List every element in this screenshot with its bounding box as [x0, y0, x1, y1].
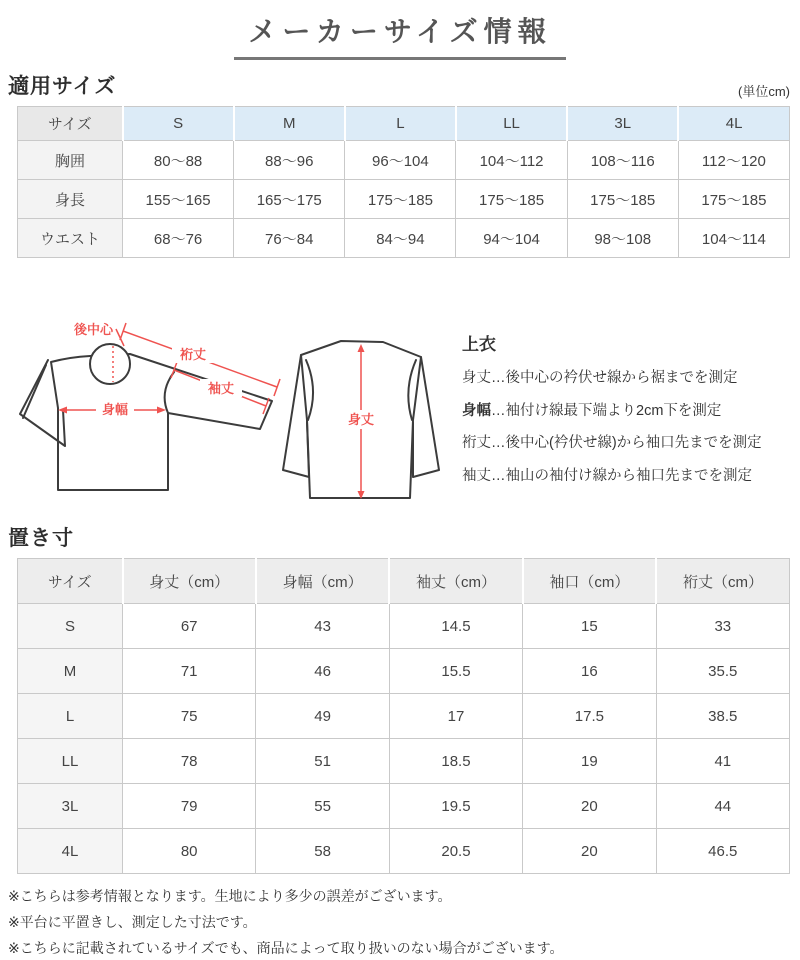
- table-cell: 19: [523, 739, 656, 784]
- table-cell: 43: [256, 604, 389, 649]
- table-cell: 15.5: [389, 649, 522, 694]
- measurement-legend: [462, 302, 792, 512]
- page-title: メーカーサイズ情報: [234, 10, 565, 60]
- table-cell: 68〜76: [123, 219, 234, 258]
- row-label: 身長: [18, 180, 123, 219]
- note-line: ※こちらは参考情報となります。生地により多少の誤差がございます。: [8, 888, 452, 904]
- legend-heading: 上衣: [462, 335, 496, 354]
- row-label: M: [18, 649, 123, 694]
- table-cell: 175〜185: [678, 180, 789, 219]
- size-column-header: 4L: [678, 107, 789, 141]
- yuki-length-label: 裄丈: [179, 347, 207, 362]
- table-cell: 35.5: [656, 649, 789, 694]
- table-cell: 38.5: [656, 694, 789, 739]
- table-cell: 67: [123, 604, 256, 649]
- row-label: LL: [18, 739, 123, 784]
- body-length-label: 身丈: [347, 412, 375, 427]
- back-center-label: 後中心: [74, 322, 114, 337]
- row-label: 3L: [18, 784, 123, 829]
- table-cell: 175〜185: [567, 180, 678, 219]
- size-column-header: LL: [456, 107, 567, 141]
- table-cell: 33: [656, 604, 789, 649]
- table-cell: 20: [523, 829, 656, 874]
- table-cell: 80〜88: [123, 141, 234, 180]
- column-header: 袖口（cm）: [523, 559, 656, 604]
- legend-term: 身幅: [462, 402, 491, 419]
- column-header: 裄丈（cm）: [656, 559, 789, 604]
- legend-desc: …後中心の衿伏せ線から裾までを測定: [491, 370, 738, 386]
- note-line: ※平台に平置きし、測定した寸法です。: [8, 914, 257, 930]
- size-column-header: M: [234, 107, 345, 141]
- section-flat-measurements: [0, 522, 800, 874]
- table-row-size-ll: [18, 739, 790, 784]
- footnotes: [8, 886, 792, 959]
- legend-line-mihaba: [462, 402, 792, 422]
- table-cell: 19.5: [389, 784, 522, 829]
- table-row-size-l: [18, 694, 790, 739]
- page-title-wrap: [0, 0, 800, 60]
- table-cell: 41: [656, 739, 789, 784]
- table-cell: 155〜165: [123, 180, 234, 219]
- row-label: ウエスト: [18, 219, 123, 258]
- legend-desc: …袖山の袖付け線から袖口先までを測定: [491, 467, 752, 484]
- table-cell: 108〜116: [567, 141, 678, 180]
- table-cell: 112〜120: [678, 141, 789, 180]
- applicable-size-table: [17, 106, 790, 258]
- table-cell: 17.5: [523, 694, 656, 739]
- table-cell: 14.5: [389, 604, 522, 649]
- table-cell: 51: [256, 739, 389, 784]
- table-cell: 55: [256, 784, 389, 829]
- table-cell: 104〜112: [456, 141, 567, 180]
- table-row-size-m: [18, 649, 790, 694]
- table-cell: 84〜94: [345, 219, 456, 258]
- body-width-label: 身幅: [101, 402, 129, 417]
- legend-line-sode: [462, 467, 792, 487]
- table-cell: 58: [256, 829, 389, 874]
- table-cell: 44: [656, 784, 789, 829]
- table-header-row: [18, 559, 790, 604]
- table-cell: 175〜185: [345, 180, 456, 219]
- table-cell: 75: [123, 694, 256, 739]
- garment-measurement-diagram: [10, 302, 460, 512]
- table-cell: 96〜104: [345, 141, 456, 180]
- table-cell: 79: [123, 784, 256, 829]
- size-column-header: L: [345, 107, 456, 141]
- table-cell: 78: [123, 739, 256, 784]
- table-cell: 165〜175: [234, 180, 345, 219]
- legend-term: 袖丈: [462, 467, 491, 484]
- legend-term: 裄丈: [462, 435, 491, 452]
- legend-line-yuki: [462, 434, 792, 454]
- table-header-row: [18, 107, 790, 141]
- legend-term: 身丈: [462, 370, 491, 386]
- table-cell: 175〜185: [456, 180, 567, 219]
- column-header: 身幅（cm）: [256, 559, 389, 604]
- flat-measurements-header-row: [8, 522, 790, 552]
- table-cell: 46.5: [656, 829, 789, 874]
- table-cell: 104〜114: [678, 219, 789, 258]
- applicable-size-header-row: [8, 70, 790, 100]
- shirt-front-illustration: [20, 344, 272, 490]
- table-row-size-3l: [18, 784, 790, 829]
- legend-desc: …袖付け線最下端より2cm下を測定: [491, 402, 722, 419]
- table-cell: 98〜108: [567, 219, 678, 258]
- row-label: S: [18, 604, 123, 649]
- flat-measurements-heading: 置き寸: [8, 527, 74, 550]
- column-header: 袖丈（cm）: [389, 559, 522, 604]
- sleeve-length-label: 袖丈: [207, 381, 235, 396]
- row-label: 4L: [18, 829, 123, 874]
- unit-note: (単位cm): [738, 84, 790, 99]
- row-label: 胸囲: [18, 141, 123, 180]
- legend-line-mitake: [462, 369, 792, 389]
- table-cell: 46: [256, 649, 389, 694]
- flat-measurements-table: [17, 558, 790, 874]
- row-label: L: [18, 694, 123, 739]
- table-cell: 88〜96: [234, 141, 345, 180]
- column-header: 身丈（cm）: [123, 559, 256, 604]
- table-cell: 94〜104: [456, 219, 567, 258]
- column-header: サイズ: [18, 559, 123, 604]
- table-cell: 17: [389, 694, 522, 739]
- table-cell: 16: [523, 649, 656, 694]
- note-line: ※こちらに記載されているサイズでも、商品によって取り扱いのない場合がございます。: [8, 940, 564, 956]
- table-row-chest: [18, 141, 790, 180]
- table-row-size-s: [18, 604, 790, 649]
- applicable-size-heading: 適用サイズ: [8, 75, 117, 98]
- measurement-diagram-section: [10, 302, 800, 512]
- table-cell: 20: [523, 784, 656, 829]
- table-cell: 18.5: [389, 739, 522, 784]
- table-cell: 49: [256, 694, 389, 739]
- table-cell: 71: [123, 649, 256, 694]
- size-column-header: S: [123, 107, 234, 141]
- table-row-size-4l: [18, 829, 790, 874]
- size-column-header: 3L: [567, 107, 678, 141]
- table-cell: 76〜84: [234, 219, 345, 258]
- table-row-waist: [18, 219, 790, 258]
- table-cell: 20.5: [389, 829, 522, 874]
- section-applicable-size: [0, 70, 800, 258]
- legend-desc: …後中心(衿伏せ線)から袖口先までを測定: [491, 435, 762, 452]
- corner-header-cell: サイズ: [18, 107, 123, 141]
- table-cell: 80: [123, 829, 256, 874]
- table-cell: 15: [523, 604, 656, 649]
- table-row-height: [18, 180, 790, 219]
